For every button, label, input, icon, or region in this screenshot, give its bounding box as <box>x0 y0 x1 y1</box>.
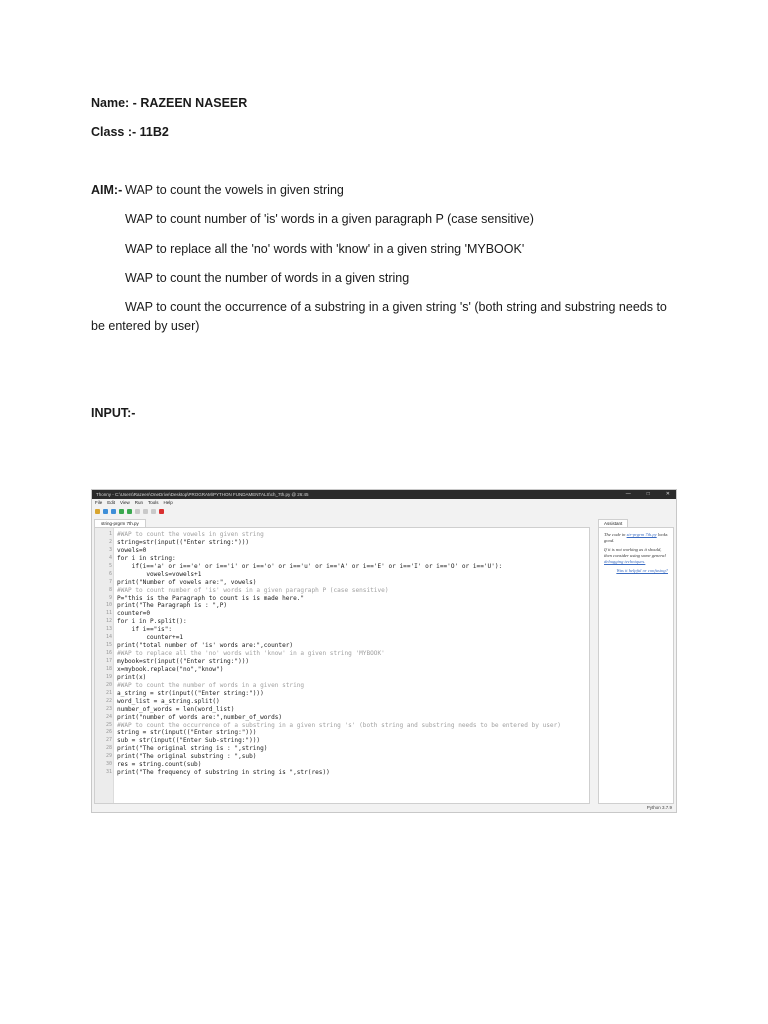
editor-tab[interactable]: string-prgrm 7th.py <box>94 519 146 527</box>
toolbar-button-icon[interactable] <box>119 509 124 514</box>
aim-item-3: WAP to replace all the 'no' words with 'know' in a given string 'MYBOOK' <box>125 242 525 256</box>
code-line[interactable] <box>95 555 589 563</box>
line-number: 26 <box>105 729 112 736</box>
code-text: print("number of words are:",number_of_words) <box>117 713 283 721</box>
code-line[interactable] <box>95 595 589 603</box>
code-text: x=mybook.replace("no","know") <box>117 665 224 673</box>
code-line[interactable] <box>95 650 589 658</box>
code-line[interactable] <box>95 610 589 618</box>
status-bar-python-version: Python 3.7.9 <box>646 805 672 810</box>
aim-item-1: WAP to count the vowels in given string <box>125 183 344 197</box>
toolbar-button-icon[interactable] <box>95 509 100 514</box>
ide-body <box>94 519 674 804</box>
code-text: a_string = str(input(("Enter string:"))) <box>117 689 264 697</box>
ide-title: Thonny - C:\Users\Razeen\OneDrive\Desktop\PROGRAM\PYTHON FUNDAMENTALS\ch_7th.py @ 26:45 <box>96 492 309 497</box>
ide-toolbar <box>92 507 676 516</box>
code-text: counter+=1 <box>117 634 184 642</box>
code-text: #WAP to count the vowels in given string <box>117 531 264 538</box>
menu-help[interactable]: Help <box>163 500 173 505</box>
maximize-icon[interactable]: □ <box>646 491 650 497</box>
toolbar-button-icon[interactable] <box>159 509 164 514</box>
code-text: for i in string: <box>117 554 176 562</box>
code-text: print("total number of 'is' words are:",counter) <box>117 642 294 650</box>
line-number: 27 <box>105 737 112 744</box>
aim-item-2: WAP to count number of 'is' words in a given paragraph P (case sensitive) <box>125 212 534 226</box>
code-text: print("The frequency of substring in string is ",str(res)) <box>117 769 330 777</box>
aim-item-5: WAP to count the occurrence of a substring in a given string 's' (both string and substring needs to <box>125 300 667 314</box>
code-line[interactable] <box>95 729 589 737</box>
code-text: #WAP to replace all the 'no' words with 'know' in a given string 'MYBOOK' <box>117 650 385 658</box>
line-number: 5 <box>108 562 112 569</box>
line-number: 10 <box>105 602 112 609</box>
code-text: sub = str(input(("Enter Sub-string:"))) <box>117 737 261 745</box>
code-line[interactable] <box>95 666 589 674</box>
line-number: 23 <box>105 705 112 712</box>
code-line[interactable] <box>95 690 589 698</box>
code-line[interactable] <box>95 682 589 690</box>
code-text: string = str(input(("Enter string:"))) <box>117 729 257 737</box>
assistant-advice <box>604 547 668 565</box>
code-text: print(x) <box>117 673 147 681</box>
line-number: 6 <box>108 570 112 577</box>
code-text: number_of_words = len(word_list) <box>117 705 235 713</box>
line-number: 18 <box>105 665 112 672</box>
student-name: Name: - RAZEEN NASEER <box>91 96 248 110</box>
code-line[interactable] <box>95 761 589 769</box>
assistant-tab[interactable]: Assistant <box>598 519 628 527</box>
line-number: 3 <box>108 546 112 553</box>
line-number: 8 <box>108 586 112 593</box>
code-line[interactable] <box>95 602 589 610</box>
line-number: 24 <box>105 713 112 720</box>
code-text: string=str(input(("Enter string:"))) <box>117 538 250 546</box>
line-number: 15 <box>105 642 112 649</box>
aim-label: AIM:- <box>91 183 123 197</box>
code-line[interactable] <box>95 618 589 626</box>
code-editor[interactable] <box>94 527 590 804</box>
line-number: 29 <box>105 753 112 760</box>
ide-titlebar <box>92 490 676 499</box>
feedback-link[interactable]: Was it helpful or confusing? <box>616 568 668 573</box>
code-text: if(i=='a' or i=='e' or i=='i' or i=='o' or i=='u' or i=='A' or i=='E' or i=='I' or i=='O' or i=='U'): <box>117 562 503 570</box>
code-text: mybook=str(input(("Enter string:"))) <box>117 658 250 665</box>
code-line[interactable] <box>95 737 589 745</box>
toolbar-button-icon[interactable] <box>151 509 156 514</box>
line-number: 4 <box>108 554 112 561</box>
code-text: #WAP to count number of 'is' words in a given paragraph P (case sensitive) <box>117 586 389 594</box>
code-text: word_list = a_string.split() <box>117 697 220 705</box>
line-number: 20 <box>105 681 112 688</box>
assistant-message <box>604 532 668 544</box>
line-number: 7 <box>108 578 112 585</box>
assistant-text-end: looks good. <box>604 532 668 543</box>
code-text: if i=="is": <box>117 626 173 634</box>
menu-tools[interactable]: Tools <box>147 500 159 505</box>
code-line[interactable] <box>95 579 589 587</box>
assistant-advice-text: If it is not working as it should, then consider using some general <box>604 547 666 558</box>
line-number: 13 <box>105 626 112 633</box>
line-number: 31 <box>105 769 112 776</box>
close-icon[interactable]: ✕ <box>665 491 670 497</box>
code-text: print("Number of vowels are:", vowels) <box>117 578 257 586</box>
line-number: 19 <box>105 673 112 680</box>
minimize-icon[interactable]: — <box>625 491 631 497</box>
line-number: 9 <box>108 594 112 601</box>
code-line[interactable] <box>95 642 589 650</box>
code-text: #WAP to count the number of words in a given string <box>117 681 305 689</box>
code-text: print("The Paragraph is : ",P) <box>117 602 228 610</box>
toolbar-button-icon[interactable] <box>127 509 132 514</box>
menu-file[interactable]: File <box>95 500 103 505</box>
code-line[interactable] <box>95 531 589 539</box>
line-number: 14 <box>105 634 112 641</box>
line-number: 22 <box>105 697 112 704</box>
assistant-feedback-row <box>604 568 668 574</box>
assistant-panel <box>598 527 674 804</box>
ide-menubar <box>92 499 676 507</box>
code-line[interactable] <box>95 674 589 682</box>
student-class: Class :- 11B2 <box>91 125 169 139</box>
code-line[interactable] <box>95 769 589 777</box>
assistant-file-link[interactable]: str-prgrm 7th.py <box>626 532 657 537</box>
code-line[interactable] <box>95 753 589 761</box>
code-line[interactable] <box>95 658 589 666</box>
toolbar-button-icon[interactable] <box>135 509 140 514</box>
code-line[interactable] <box>95 571 589 579</box>
code-text: vowels=0 <box>117 546 147 554</box>
line-number: 17 <box>105 658 112 664</box>
assistant-text: The code in <box>604 532 626 537</box>
aim-item-4: WAP to count the number of words in a given string <box>125 271 410 285</box>
line-number: 1 <box>108 531 112 537</box>
code-line[interactable] <box>95 714 589 722</box>
code-text: #WAP to count the occurrence of a substring in a given string 's' (both string and substring needs to be entered by user) <box>117 721 561 729</box>
code-area[interactable] <box>95 531 589 777</box>
line-number: 16 <box>105 650 112 657</box>
code-line[interactable] <box>95 706 589 714</box>
line-number: 30 <box>105 761 112 768</box>
window-controls <box>626 490 670 499</box>
line-number: 2 <box>108 538 112 545</box>
thonny-screenshot <box>91 489 677 813</box>
code-text: for i in P.split(): <box>117 618 187 626</box>
code-line[interactable] <box>95 745 589 753</box>
menu-run[interactable]: Run <box>134 500 143 505</box>
code-line[interactable] <box>95 563 589 571</box>
debugging-link[interactable]: debugging techniques. <box>604 559 646 564</box>
code-text: print("The original substring : ",sub) <box>117 753 257 761</box>
input-label: INPUT:- <box>91 406 136 420</box>
code-line[interactable] <box>95 626 589 634</box>
code-line[interactable] <box>95 722 589 730</box>
toolbar-button-icon[interactable] <box>111 509 116 514</box>
code-text: print("The original string is : ",string) <box>117 745 268 753</box>
line-number: 12 <box>105 618 112 625</box>
code-text: res = string.count(sub) <box>117 761 202 769</box>
code-line[interactable] <box>95 634 589 642</box>
line-number: 28 <box>105 745 112 752</box>
code-line[interactable] <box>95 547 589 555</box>
code-text: P="this is the Paragraph to count is is made here." <box>117 594 305 602</box>
menu-view[interactable]: View <box>120 500 130 505</box>
menu-edit[interactable]: Edit <box>107 500 116 505</box>
code-line[interactable] <box>95 539 589 547</box>
code-line[interactable] <box>95 698 589 706</box>
toolbar-button-icon[interactable] <box>103 509 108 514</box>
code-line[interactable] <box>95 587 589 595</box>
aim-item-5-continuation: be entered by user) <box>91 319 200 333</box>
code-text: counter=0 <box>117 610 151 618</box>
line-number: 21 <box>105 689 112 696</box>
line-number: 25 <box>105 721 112 728</box>
toolbar-button-icon[interactable] <box>143 509 148 514</box>
line-number: 11 <box>105 610 112 617</box>
code-text: vowels=vowels+1 <box>117 570 202 578</box>
